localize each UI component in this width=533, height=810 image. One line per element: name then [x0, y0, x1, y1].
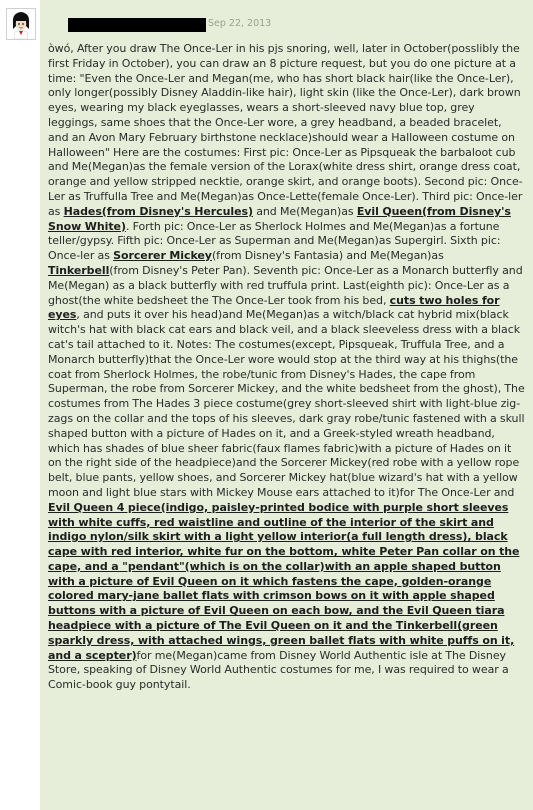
redacted-username [68, 18, 206, 32]
emphasized-text: Evil Queen(from Disney's Snow White) [48, 204, 511, 233]
emphasized-text: Evil Queen 4 piece(indigo, paisley-printed bodice with purple short sleeves with white cuffs, red waistline and outline of the interior of the skirt and indigo nylon/silk skirt with a light yellow interior(a full length dress), black cape with red interior, white fur on the bottom, white Peter Pan collar on the cape, and a "pendant"(which is on the collar)with an apple shaped button with a picture of Evil Queen on it which fastens the cape, golden-orange colored mary-jane ballet flats with crimson bows on it with apple shaped buttons with a picture of Evil Queen on each bow, and the Evil Queen tiara headpiece with a picture of The Evil Queen on it and the Tinkerbell(green sparkly dress, with attached wings, green ballet flats with white puffs on it, and a scepter) [48, 500, 520, 662]
post-date: Sep 22, 2013 [208, 18, 272, 29]
text-segment: and Me(Megan)as [252, 204, 357, 218]
text-segment: (from Disney's Fantasia) and Me(Megan)as [211, 249, 444, 263]
text-segment: for me(Megan)came from Disney World Authentic isle at The Disney Store, speaking of Disney World Authentic costumes for me, I was required to wear a Comic-book guy pontytail. [48, 648, 509, 692]
emphasized-text: Hades(from Disney's Hercules) [63, 204, 253, 218]
user-avatar-icon [7, 9, 35, 39]
text-segment: . Forth pic: Once-Ler as Sherlock Holmes and Me(Megan)as a fortune teller/gypsy. Fifth pic: Once-Ler as Superman and Me(Megan)as Supergirl. Sixth pic: Once-ler as [48, 219, 501, 263]
post-header [48, 16, 525, 36]
post-body [48, 42, 525, 693]
emphasized-text: Sorcerer Mickey [113, 249, 212, 263]
text-segment: òwó, After you draw The Once-Ler in his pjs snoring, well, later in October(posslibly the first Friday in October), you can draw an 8 picture request, but you do one picture at a time: "Even the Once-Ler and Megan(me, who has short black hair(like the Once-Ler), only longer(possibly Disney Aladdin-like hair), light skin (like the Once-Ler), dark brown eyes, wearing my black eyeglasses, wears a short-sleeved navy blue top, grey leggings, same shoes that the Once-Ler wore, a grey headband, a beaded bracelet, and an Avon Mary February birthstone necklace)should wear a Halloween costume on Halloween" Here are the costumes: First pic: Once-Ler as Pipsqueak the barbaloot cub and Me(Megan)as the female version of the Lorax(white dress shirt, orange dress coat, orange and yellow stripped necktie, orange skirt, and orange boots). Second pic: Once-Ler as Truffulla Tree and Me(Megan)as Once-Lette(female Once-Ler). Third pic: Once-ler as [48, 42, 523, 218]
text-segment: , and puts it over his head)and Me(Megan)as a witch/black cat hybrid mix(black witch's hat with black cat ears and black veil, and a black sleeveless dress with a black cat's tail attached to it. Notes: The costumes(except, Pipsqueak, Truffula Tree, and a Monarch butterfly)that the Once-Ler wore would stop at the third way at his thighs(the coat from Sherlock Holmes, the robe/tunic from Disney's Hades, the cape from Superman, the robe from Sorcerer Mickey, and the white bedsheet from the ghost), The costumes from The Hades 3 piece costume(grey short-sleeved shirt with light-blue zig-zags on the collar and the tops of his sleeves, dark gray robe/tunic fastened with a skull shaped button with a picture of Hades on it, and a Greek-styled wreath headband, which has shades of blue sheer fabric(faux flames fabric)with a picture of Hades on it on the right side of the headpiece)and the Sorcerer Mickey(red robe with a yellow rope belt, blue pants, yellow shoes, and Sorcerer Mickey hat(blue wizard's hat with a yellow moon and light blue stars with Mickey Mouse ears attached to it)for The Once-Ler and [48, 308, 525, 499]
avatar[interactable] [6, 8, 36, 40]
text-segment: (from Disney's Peter Pan). Seventh pic: Once-Ler as a Monarch butterfly and Me(Megan) as a black butterfly with red truffula print. Last(eighth pic): Once-Ler as a ghost(the white bedsheet the The Once-Ler took from his bed, [48, 263, 523, 307]
post-bubble [40, 0, 533, 810]
emphasized-text: Tinkerbell [48, 263, 110, 277]
emphasized-text: cuts two holes for eyes [48, 293, 500, 322]
